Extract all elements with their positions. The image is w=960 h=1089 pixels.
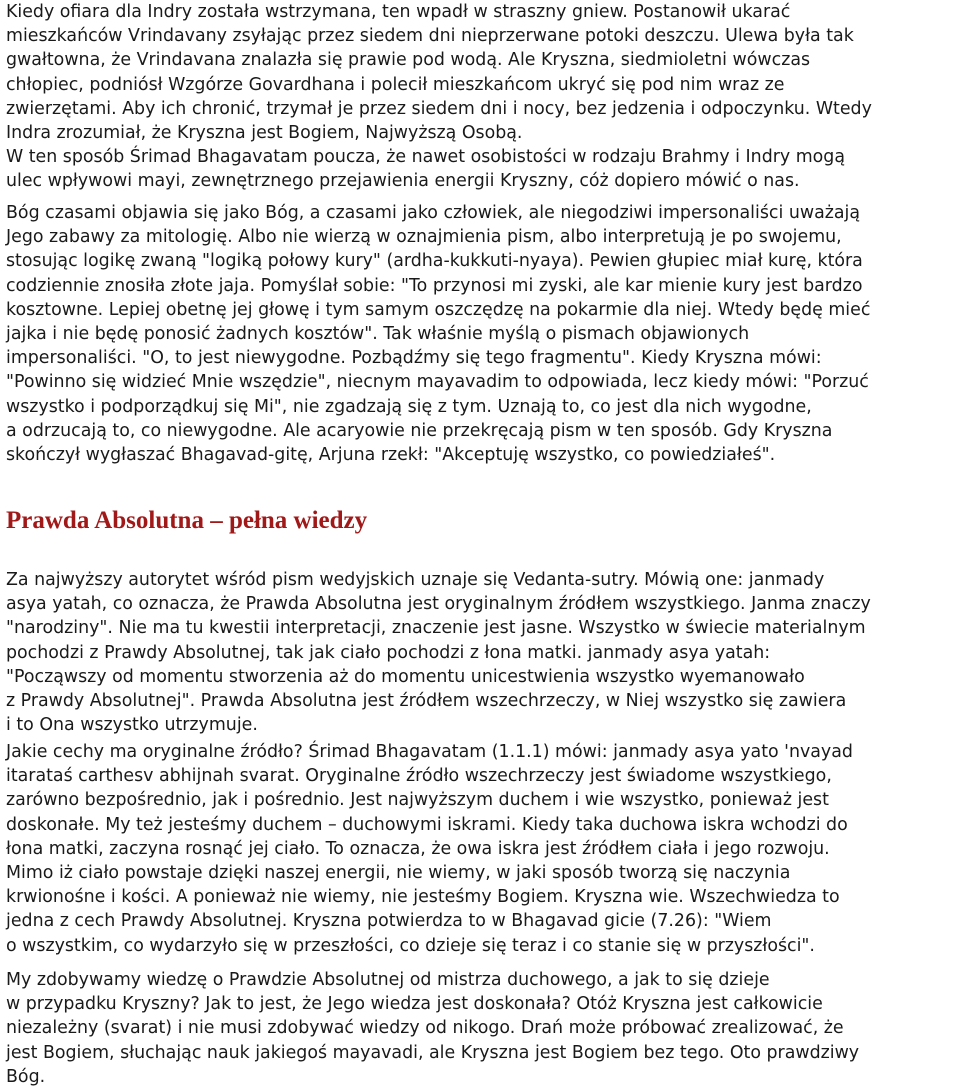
- text-line: a odrzucają to, co niewygodne. Ale acaryowie nie przekręcają pism w ten sposób. Gdy Kryszna: [6, 420, 833, 441]
- text-line: Jego zabawy za mitologię. Albo nie wierzą w oznajmienia pism, albo interpretują je po swojemu,: [6, 227, 842, 248]
- text-line: chłopiec, podniósł Wzgórze Govardhana i polecił mieszkańcom ukryć się pod nim wraz ze: [6, 74, 785, 95]
- text-line: łona matki, zaczyna rosnąć jej ciało. To oznacza, że owa iskra jest źródłem ciała i jego rozwoju.: [6, 838, 830, 859]
- paragraph-absolute-truth: [6, 568, 871, 737]
- text-line: codziennie znosiła złote jaja. Pomyślał sobie: "To przynosi mi zyski, ale kar mienie kury jest bardzo: [6, 275, 863, 296]
- text-line: o wszystkim, co wydarzyło się w przeszłości, co dzieje się teraz i co stanie się w przyszłości".: [6, 935, 815, 956]
- text-line: w przypadku Kryszny? Jak to jest, że Jego wiedza jest doskonała? Otóż Kryszna jest całkowicie: [6, 994, 823, 1015]
- text-line: Indra zrozumiał, że Kryszna jest Bogiem, Najwyższą Osobą.: [6, 123, 523, 144]
- text-line: skończył wygłaszać Bhagavad-gitę, Arjuna rzekł: "Akceptuję wszystko, co powiedziałeś".: [6, 445, 776, 466]
- text-line: kosztowne. Lepiej obetnę jej głowę i tym samym oszczędzę na pokarmie dla niej. Wtedy będę mieć: [6, 299, 871, 320]
- text-line: Bóg.: [6, 1066, 46, 1087]
- text-line: i to Ona wszystko utrzymuje.: [6, 715, 258, 736]
- text-line: asya yatah, co oznacza, że Prawda Absolutna jest oryginalnym źródłem wszystkiego. Janma znaczy: [6, 594, 871, 615]
- text-line: mieszkańców Vrindavany zsyłając przez siedem dni nieprzerwane potoki deszczu. Ulewa była tak: [6, 26, 854, 47]
- text-line: doskonałe. My też jesteśmy duchem – duchowymi iskrami. Kiedy taka duchowa iskra wchodzi do: [6, 814, 848, 835]
- text-line: "Począwszy od momentu stworzenia aż do momentu unicestwienia wszystko wyemanowało: [6, 666, 805, 687]
- text-line: krwionośne i kości. A ponieważ nie wiemy, nie jesteśmy Bogiem. Kryszna wie. Wszechwiedza to: [6, 887, 840, 908]
- text-line: "Powinno się widzieć Mnie wszędzie", niecnym mayavadim to odpowiada, lecz kiedy mówi: "Porzuć: [6, 372, 869, 393]
- text-line: My zdobywamy wiedzę o Prawdzie Absolutnej od mistrza duchowego, a jak to się dzieje: [6, 970, 770, 990]
- text-line: Za najwyższy autorytet wśród pism wedyjskich uznaje się Vedanta-sutry. Mówią one: janmady: [6, 570, 825, 590]
- paragraph-krishna-knowledge: [6, 968, 859, 1089]
- text-line: stosując logikę zwaną "logiką połowy kury" (ardha-kukkuti-nyaya). Pewien głupiec miał kurę, która: [6, 251, 863, 272]
- text-line: impersonaliści. "O, to jest niewygodne. Pozbądźmy się tego fragmentu". Kiedy Kryszna mówi:: [6, 348, 822, 369]
- section-heading: Prawda Absolutna – pełna wiedzy: [6, 507, 368, 534]
- text-line: zwierzętami. Aby ich chronić, trzymał je przez siedem dni i nocy, bez jedzenia i odpoczynku. Wtedy: [6, 98, 872, 119]
- text-line: wszystko i podporządkuj się Mi", nie zgadzają się z tym. Uznają to, co jest dla nich wygodne,: [6, 396, 812, 417]
- paragraph-original-source: [6, 740, 853, 958]
- text-line: Mimo iż ciało powstaje dzięki naszej energii, nie wiemy, w jaki sposób tworzą się naczynia: [6, 863, 791, 884]
- text-line: "narodziny". Nie ma tu kwestii interpretacji, znaczenie jest jasne. Wszystko w świecie materialnym: [6, 618, 866, 639]
- text-line: W ten sposób Śrimad Bhagavatam poucza, że nawet osobistości w rodzaju Brahmy i Indry mogą: [6, 147, 845, 168]
- text-line: z Prawdy Absolutnej". Prawda Absolutna jest źródłem wszechrzeczy, w Niej wszystko się zawiera: [6, 691, 847, 712]
- paragraph-indra-story: [6, 0, 872, 194]
- text-line: jedna z cech Prawdy Absolutnej. Kryszna potwierdza to w Bhagavad gicie (7.26): "Wiem: [6, 911, 772, 932]
- text-line: pochodzi z Prawdy Absolutnej, tak jak ciało pochodzi z łona matki. janmady asya yatah:: [6, 642, 771, 663]
- text-line: niezależny (svarat) i nie musi zdobywać wiedzy od nikogo. Drań może próbować zrealizować, że: [6, 1018, 844, 1039]
- text-line: itarataś carthesv abhijnah svarat. Oryginalne źródło wszechrzeczy jest świadome wszystkiego,: [6, 766, 832, 787]
- text-line: gwałtowna, że Vrindavana znalazła się prawie pod wodą. Ale Kryszna, siedmioletni wówczas: [6, 50, 811, 71]
- text-line: jajka i nie będę ponosić żadnych kosztów". Tak właśnie myślą o pismach objawionych: [6, 324, 750, 345]
- text-line: zarówno bezpośrednio, jak i pośrednio. Jest najwyższym duchem i wie wszystko, ponieważ jest: [6, 790, 829, 811]
- text-line: ulec wpływowi mayi, zewnętrznego przejawienia energii Kryszny, cóż dopiero mówić o nas.: [6, 171, 800, 192]
- text-line: Jakie cechy ma oryginalne źródło? Śrimad Bhagavatam (1.1.1) mówi: janmady asya yato 'nvayad: [6, 742, 853, 762]
- text-line: Kiedy ofiara dla Indry została wstrzymana, ten wpadł w straszny gniew. Postanowił ukarać: [6, 2, 791, 22]
- text-line: jest Bogiem, słuchając nauk jakiegoś mayavadi, ale Kryszna jest Bogiem bez tego. Oto prawdziwy: [6, 1042, 860, 1063]
- paragraph-impersonalists: [6, 201, 870, 467]
- text-line: Bóg czasami objawia się jako Bóg, a czasami jako człowiek, ale niegodziwi impersonaliści uważają: [6, 203, 861, 223]
